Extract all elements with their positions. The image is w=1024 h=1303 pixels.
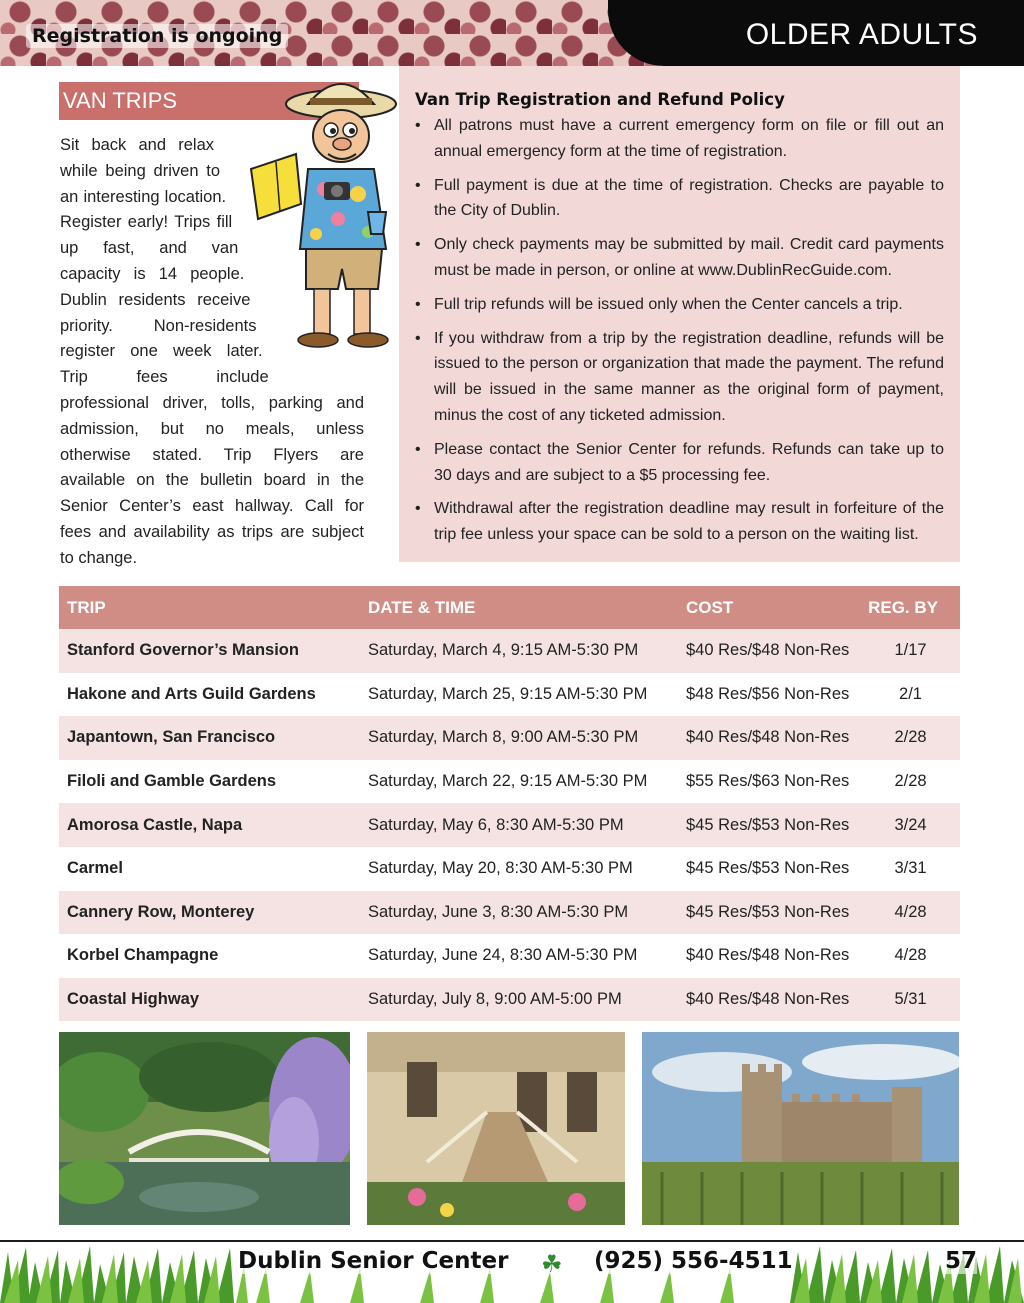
column-header-trip: TRIP <box>59 586 360 629</box>
intro-text: Sit back and relax while being driven to an interesting location. Register early! Trips fill up fast, and van capacity is 14 people. Dublin residents receive priority. Non-residents register one week later. Trip fees include professional driver, tolls, parking and admission, but no meals, unless otherwise stated. Trip Flyers are available on the bulletin board in the Senior Center’s east hallway. Call for fees and availability as trips are subject to change. <box>60 136 364 567</box>
policy-item: • Full payment is due at the time of registration. Checks are payable to the City of Dublin. <box>415 173 944 225</box>
trip-date: Saturday, March 8, 9:00 AM-5:30 PM <box>360 716 678 760</box>
policy-item: • Only check payments may be submitted by mail. Credit card payments must be made in person, or online at www.DublinRecGuide.com. <box>415 232 944 284</box>
trip-reg-by: 3/31 <box>894 859 927 878</box>
section-title: OLDER ADULTS <box>745 18 978 51</box>
table-row <box>59 847 960 891</box>
castle-vineyard-photo <box>642 1032 959 1225</box>
trip-date: Saturday, June 3, 8:30 AM-5:30 PM <box>360 891 678 935</box>
trip-reg-by: 4/28 <box>894 946 927 965</box>
table-header-row <box>59 586 960 629</box>
policy-list <box>415 113 944 548</box>
trip-cost: $45 Res/$53 Non-Res <box>678 803 861 847</box>
column-header-cost: COST <box>678 586 861 629</box>
trip-date: Saturday, March 22, 9:15 AM-5:30 PM <box>368 772 648 791</box>
trip-name: Stanford Governor’s Mansion <box>59 629 360 673</box>
registration-note: Registration is ongoing <box>26 24 288 48</box>
page-header <box>0 0 1024 66</box>
garden-bridge-photo <box>59 1032 350 1225</box>
shamrock-icon: ☘ <box>541 1251 563 1278</box>
trip-cost: $40 Res/$48 Non-Res <box>686 946 850 965</box>
trip-name: Korbel Champagne <box>67 946 219 965</box>
trip-date: Saturday, July 8, 9:00 AM-5:00 PM <box>360 978 678 1022</box>
table-row <box>59 978 960 1022</box>
table-row <box>59 760 960 804</box>
mansion-staircase-photo <box>367 1032 625 1225</box>
policy-item: • If you withdraw from a trip by the registration deadline, refunds will be issued to the person or organization that made the payment. The refund will be issued in the same manner as the original form of payment, minus the cost of any ticketed admission. <box>415 326 944 429</box>
policy-item: • Please contact the Senior Center for refunds. Refunds can take up to 30 days and are subject to a $5 processing fee. <box>415 437 944 489</box>
trip-date: Saturday, May 6, 8:30 AM-5:30 PM <box>360 803 678 847</box>
policy-item: • Withdrawal after the registration deadline may result in forfeiture of the trip fee unless your space can be sold to a person on the waiting list. <box>415 496 944 548</box>
trip-reg-by: 2/1 <box>899 684 922 703</box>
trip-name: Carmel <box>67 859 123 878</box>
table-row <box>59 673 960 717</box>
trip-reg-by: 4/28 <box>861 891 960 935</box>
refund-policy-box <box>399 66 960 562</box>
trip-name: Cannery Row, Monterey <box>59 891 360 935</box>
trip-reg-by: 5/31 <box>861 978 960 1022</box>
trip-name: Filoli and Gamble Gardens <box>67 772 277 791</box>
trip-date: Saturday, March 25, 9:15 AM-5:30 PM <box>368 684 648 703</box>
trip-cost: $45 Res/$53 Non-Res <box>686 859 850 878</box>
tourist-cartoon-illustration <box>246 74 416 364</box>
footer-center-name: Dublin Senior Center <box>238 1248 509 1274</box>
trip-name: Amorosa Castle, Napa <box>59 803 360 847</box>
table-row <box>59 934 960 978</box>
trip-name: Coastal Highway <box>59 978 360 1022</box>
table-row <box>59 716 960 760</box>
trip-cost: $40 Res/$48 Non-Res <box>678 978 861 1022</box>
policy-item: • All patrons must have a current emergency form on file or fill out an annual emergency form at the time of registration. <box>415 113 944 165</box>
trip-name: Hakone and Arts Guild Gardens <box>67 684 316 703</box>
trip-date: Saturday, June 24, 8:30 AM-5:30 PM <box>368 946 638 965</box>
table-row <box>59 803 960 847</box>
policy-item: • Full trip refunds will be issued only when the Center cancels a trip. <box>415 292 944 318</box>
trip-cost: $48 Res/$56 Non-Res <box>686 684 850 703</box>
page-number: 57 <box>945 1248 978 1274</box>
table-row <box>59 629 960 673</box>
column-header-reg-by: REG. BY <box>861 586 960 629</box>
trip-cost: $40 Res/$48 Non-Res <box>678 716 861 760</box>
trip-cost: $45 Res/$53 Non-Res <box>678 891 861 935</box>
trip-reg-by: 1/17 <box>861 629 960 673</box>
trip-name: Japantown, San Francisco <box>59 716 360 760</box>
table-row <box>59 891 960 935</box>
trip-reg-by: 2/28 <box>894 772 927 791</box>
trip-reg-by: 2/28 <box>861 716 960 760</box>
section-tab <box>608 0 1024 66</box>
trip-date: Saturday, May 20, 8:30 AM-5:30 PM <box>368 859 633 878</box>
footer-phone: (925) 556-4511 <box>594 1248 793 1274</box>
trip-reg-by: 3/24 <box>861 803 960 847</box>
van-trips-heading: VAN TRIPS <box>59 82 359 120</box>
van-trips-table <box>59 586 960 1021</box>
policy-title: Van Trip Registration and Refund Policy <box>415 90 785 109</box>
trip-cost: $55 Res/$63 Non-Res <box>686 772 850 791</box>
trip-date: Saturday, March 4, 9:15 AM-5:30 PM <box>360 629 678 673</box>
grass-decoration <box>0 1242 1024 1303</box>
column-header-date-time: DATE & TIME <box>360 586 678 629</box>
trip-cost: $40 Res/$48 Non-Res <box>678 629 861 673</box>
